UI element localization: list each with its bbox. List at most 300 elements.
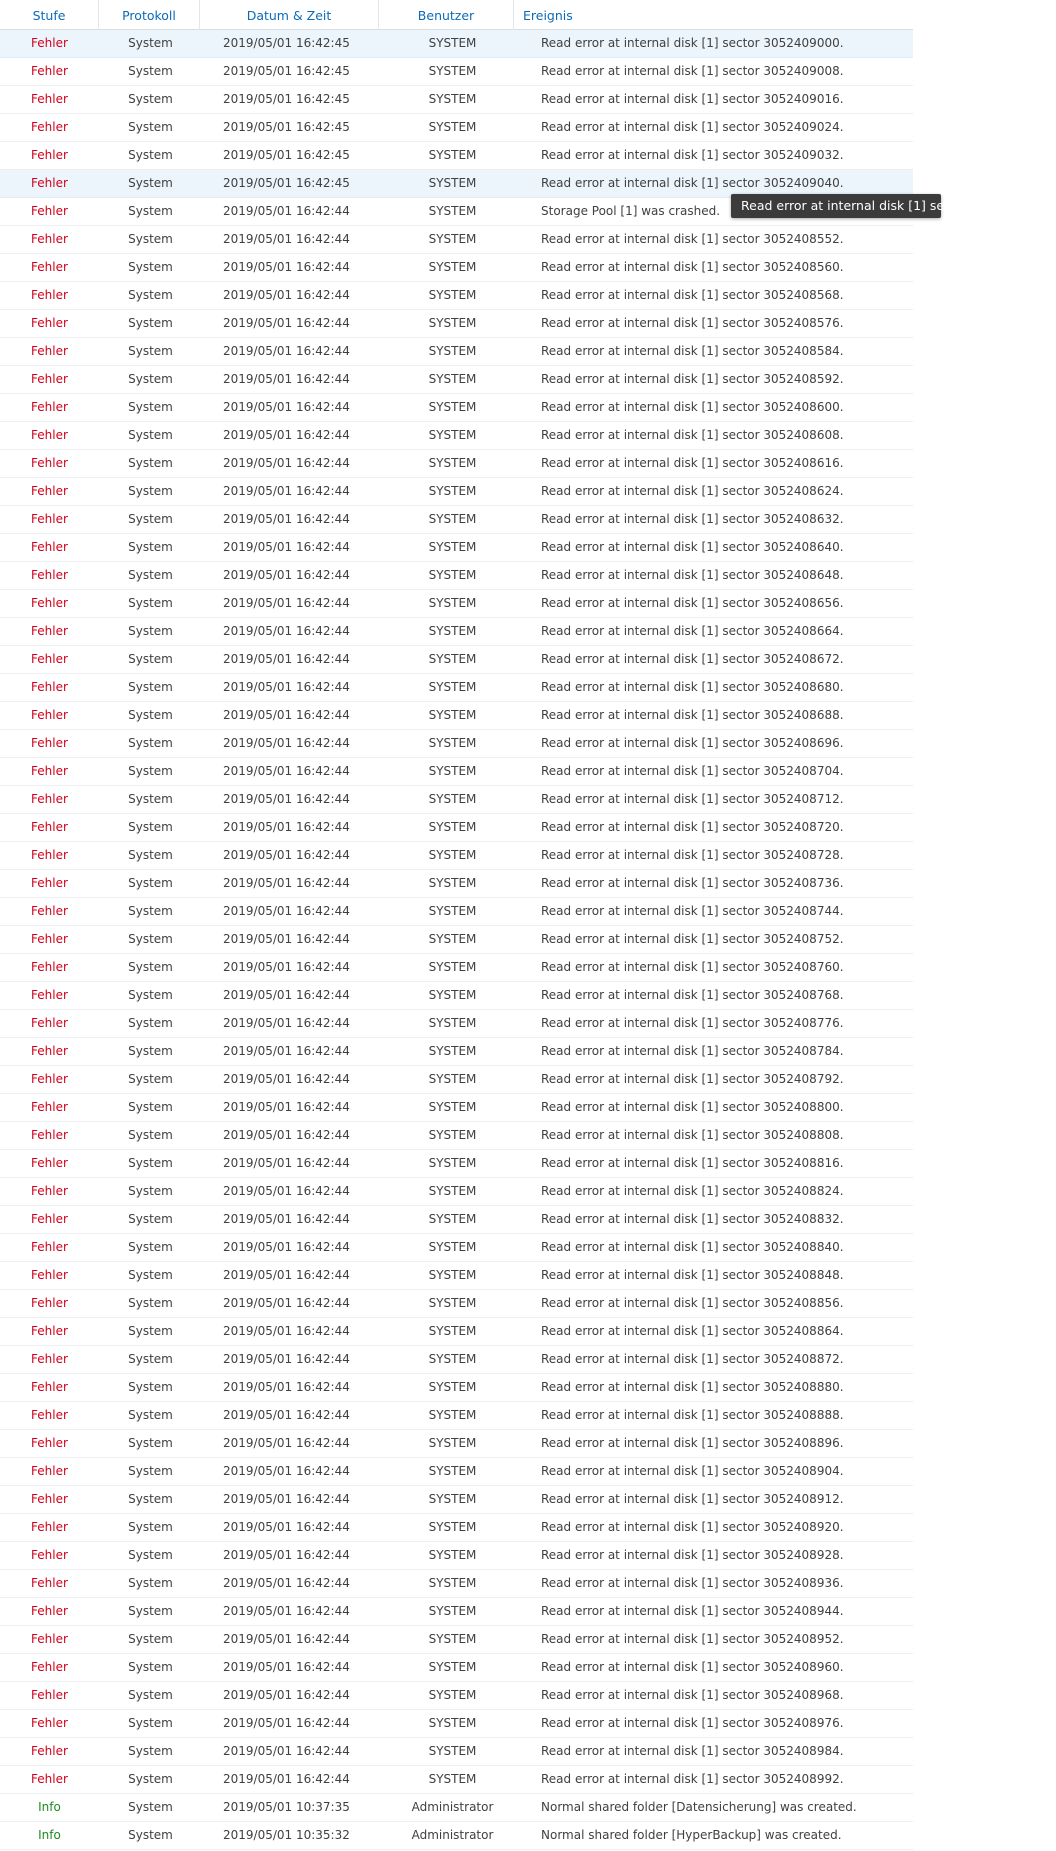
log-cell: System: [128, 568, 173, 582]
log-row[interactable]: [0, 814, 913, 842]
level-cell: Fehler: [31, 260, 68, 274]
log-cell: System: [128, 1436, 173, 1450]
datetime-cell: 2019/05/01 16:42:44: [223, 1100, 350, 1114]
log-row[interactable]: [0, 478, 913, 506]
datetime-cell: 2019/05/01 16:42:44: [223, 932, 350, 946]
level-cell: Fehler: [31, 1492, 68, 1506]
log-row[interactable]: [0, 646, 913, 674]
log-row[interactable]: [0, 1374, 913, 1402]
log-cell: System: [128, 1184, 173, 1198]
log-row[interactable]: [0, 1710, 913, 1738]
event-cell: Read error at internal disk [1] sector 3052408728.: [541, 848, 844, 862]
log-cell: System: [128, 1800, 173, 1814]
datetime-cell: 2019/05/01 16:42:44: [223, 428, 350, 442]
datetime-cell: 2019/05/01 16:42:44: [223, 596, 350, 610]
log-cell: System: [128, 512, 173, 526]
user-cell: SYSTEM: [428, 36, 477, 50]
user-cell: SYSTEM: [428, 512, 477, 526]
log-cell: System: [128, 1828, 173, 1842]
log-row[interactable]: [0, 142, 913, 170]
log-cell: System: [128, 792, 173, 806]
event-cell: Read error at internal disk [1] sector 3052408600.: [541, 400, 844, 414]
log-cell: System: [128, 260, 173, 274]
level-cell: Fehler: [31, 540, 68, 554]
event-cell: Read error at internal disk [1] sector 3052408688.: [541, 708, 844, 722]
event-cell: Read error at internal disk [1] sector 3052408808.: [541, 1128, 844, 1142]
event-cell: Read error at internal disk [1] sector 3052408864.: [541, 1324, 844, 1338]
datetime-cell: 2019/05/01 16:42:44: [223, 792, 350, 806]
datetime-cell: 2019/05/01 16:42:44: [223, 1604, 350, 1618]
event-cell: Read error at internal disk [1] sector 3052408744.: [541, 904, 844, 918]
level-cell: Fehler: [31, 1072, 68, 1086]
level-cell: Fehler: [31, 1352, 68, 1366]
user-cell: SYSTEM: [428, 876, 477, 890]
datetime-cell: 2019/05/01 16:42:44: [223, 1576, 350, 1590]
level-cell: Fehler: [31, 792, 68, 806]
datetime-cell: 2019/05/01 16:42:44: [223, 652, 350, 666]
level-cell: Fehler: [31, 1632, 68, 1646]
log-row[interactable]: [0, 590, 913, 618]
user-cell: SYSTEM: [428, 1380, 477, 1394]
log-row[interactable]: [0, 562, 913, 590]
event-cell: Read error at internal disk [1] sector 3052408648.: [541, 568, 844, 582]
log-row[interactable]: [0, 1038, 913, 1066]
log-row[interactable]: [0, 394, 913, 422]
log-row[interactable]: [0, 338, 913, 366]
log-cell: System: [128, 428, 173, 442]
log-row[interactable]: [0, 1290, 913, 1318]
level-cell: Fehler: [31, 876, 68, 890]
log-cell: System: [128, 316, 173, 330]
log-row[interactable]: [0, 1822, 913, 1850]
datetime-cell: 2019/05/01 10:35:32: [223, 1828, 350, 1842]
datetime-cell: 2019/05/01 16:42:44: [223, 1072, 350, 1086]
log-cell: System: [128, 372, 173, 386]
user-cell: SYSTEM: [428, 932, 477, 946]
log-cell: System: [128, 1492, 173, 1506]
datetime-cell: 2019/05/01 16:42:44: [223, 1464, 350, 1478]
log-cell: System: [128, 1604, 173, 1618]
user-cell: SYSTEM: [428, 1632, 477, 1646]
level-cell: Fehler: [31, 1436, 68, 1450]
level-cell: Fehler: [31, 624, 68, 638]
datetime-cell: 2019/05/01 16:42:44: [223, 1492, 350, 1506]
user-cell: SYSTEM: [428, 1072, 477, 1086]
datetime-cell: 2019/05/01 16:42:44: [223, 820, 350, 834]
user-cell: SYSTEM: [428, 1408, 477, 1422]
level-cell: Fehler: [31, 1660, 68, 1674]
level-cell: Fehler: [31, 932, 68, 946]
log-cell: System: [128, 1212, 173, 1226]
level-cell: Fehler: [31, 1688, 68, 1702]
log-row[interactable]: [0, 58, 913, 86]
user-cell: SYSTEM: [428, 1772, 477, 1786]
datetime-cell: 2019/05/01 16:42:44: [223, 1772, 350, 1786]
log-cell: System: [128, 1716, 173, 1730]
level-cell: Fehler: [31, 652, 68, 666]
user-cell: SYSTEM: [428, 596, 477, 610]
event-cell: Read error at internal disk [1] sector 3052408936.: [541, 1576, 844, 1590]
user-cell: SYSTEM: [428, 1576, 477, 1590]
log-cell: System: [128, 708, 173, 722]
log-row[interactable]: [0, 870, 913, 898]
event-cell: Read error at internal disk [1] sector 3052408992.: [541, 1772, 844, 1786]
log-row[interactable]: [0, 282, 913, 310]
event-cell: Read error at internal disk [1] sector 3052408568.: [541, 288, 844, 302]
log-cell: System: [128, 624, 173, 638]
log-row[interactable]: [0, 226, 913, 254]
event-cell: Read error at internal disk [1] sector 3052409016.: [541, 92, 844, 106]
column-header-user[interactable]: Benutzer: [379, 0, 514, 30]
datetime-cell: 2019/05/01 16:42:44: [223, 568, 350, 582]
log-row[interactable]: [0, 702, 913, 730]
datetime-cell: 2019/05/01 16:42:44: [223, 1520, 350, 1534]
user-cell: SYSTEM: [428, 316, 477, 330]
log-cell: System: [128, 680, 173, 694]
datetime-cell: 2019/05/01 16:42:44: [223, 1380, 350, 1394]
log-row[interactable]: [0, 366, 913, 394]
datetime-cell: 2019/05/01 16:42:44: [223, 316, 350, 330]
event-cell: Read error at internal disk [1] sector 3052408656.: [541, 596, 844, 610]
log-cell: System: [128, 1464, 173, 1478]
level-cell: Fehler: [31, 680, 68, 694]
level-cell: Fehler: [31, 1576, 68, 1590]
datetime-cell: 2019/05/01 16:42:44: [223, 1352, 350, 1366]
log-cell: System: [128, 1268, 173, 1282]
log-row[interactable]: [0, 1346, 913, 1374]
log-row[interactable]: [0, 1094, 913, 1122]
log-row[interactable]: [0, 674, 913, 702]
log-cell: System: [128, 848, 173, 862]
log-row[interactable]: [0, 450, 913, 478]
level-cell: Fehler: [31, 1716, 68, 1730]
user-cell: SYSTEM: [428, 1716, 477, 1730]
level-cell: Fehler: [31, 1324, 68, 1338]
datetime-cell: 2019/05/01 16:42:44: [223, 736, 350, 750]
log-row[interactable]: [0, 758, 913, 786]
log-cell: System: [128, 540, 173, 554]
user-cell: SYSTEM: [428, 1492, 477, 1506]
datetime-cell: 2019/05/01 16:42:44: [223, 624, 350, 638]
user-cell: SYSTEM: [428, 764, 477, 778]
level-cell: Fehler: [31, 148, 68, 162]
log-cell: System: [128, 596, 173, 610]
log-row[interactable]: [0, 1458, 913, 1486]
user-cell: SYSTEM: [428, 1268, 477, 1282]
level-cell: Fehler: [31, 1772, 68, 1786]
log-cell: System: [128, 1576, 173, 1590]
event-cell: Read error at internal disk [1] sector 3052408696.: [541, 736, 844, 750]
datetime-cell: 2019/05/01 16:42:44: [223, 1324, 350, 1338]
log-row[interactable]: [0, 982, 913, 1010]
log-row[interactable]: [0, 1318, 913, 1346]
log-row[interactable]: [0, 1626, 913, 1654]
level-cell: Fehler: [31, 960, 68, 974]
log-row[interactable]: [0, 1150, 913, 1178]
user-cell: Administrator: [411, 1828, 494, 1842]
log-cell: System: [128, 1128, 173, 1142]
user-cell: SYSTEM: [428, 960, 477, 974]
datetime-cell: 2019/05/01 16:42:44: [223, 372, 350, 386]
grid-header: [0, 0, 913, 30]
log-cell: System: [128, 1072, 173, 1086]
level-cell: Fehler: [31, 1240, 68, 1254]
level-cell: Fehler: [31, 484, 68, 498]
event-cell: Read error at internal disk [1] sector 3052408776.: [541, 1016, 844, 1030]
datetime-cell: 2019/05/01 10:37:35: [223, 1800, 350, 1814]
log-row[interactable]: [0, 842, 913, 870]
level-cell: Fehler: [31, 1212, 68, 1226]
log-row[interactable]: [0, 1794, 913, 1822]
log-row[interactable]: [0, 1122, 913, 1150]
log-cell: System: [128, 876, 173, 890]
level-cell: Info: [38, 1828, 61, 1842]
user-cell: Administrator: [411, 1800, 494, 1814]
column-header-event[interactable]: Ereignis: [523, 8, 573, 23]
log-row[interactable]: [0, 1010, 913, 1038]
log-row[interactable]: [0, 1514, 913, 1542]
datetime-cell: 2019/05/01 16:42:44: [223, 1660, 350, 1674]
log-row[interactable]: [0, 30, 913, 58]
event-cell: Read error at internal disk [1] sector 3052408664.: [541, 624, 844, 638]
log-cell: System: [128, 820, 173, 834]
log-row[interactable]: [0, 1682, 913, 1710]
log-cell: System: [128, 1240, 173, 1254]
level-cell: Fehler: [31, 1156, 68, 1170]
datetime-cell: 2019/05/01 16:42:45: [223, 36, 350, 50]
user-cell: SYSTEM: [428, 1184, 477, 1198]
level-cell: Fehler: [31, 568, 68, 582]
user-cell: SYSTEM: [428, 400, 477, 414]
event-cell: Read error at internal disk [1] sector 3052408792.: [541, 1072, 844, 1086]
log-row[interactable]: [0, 506, 913, 534]
log-row[interactable]: [0, 618, 913, 646]
log-row[interactable]: [0, 310, 913, 338]
event-cell: Read error at internal disk [1] sector 3052408800.: [541, 1100, 844, 1114]
event-cell: Read error at internal disk [1] sector 3052408752.: [541, 932, 844, 946]
log-cell: System: [128, 1156, 173, 1170]
column-header-datetime[interactable]: Datum & Zeit: [200, 0, 379, 30]
datetime-cell: 2019/05/01 16:42:44: [223, 344, 350, 358]
user-cell: SYSTEM: [428, 232, 477, 246]
datetime-cell: 2019/05/01 16:42:44: [223, 232, 350, 246]
log-row[interactable]: [0, 422, 913, 450]
log-row[interactable]: [0, 1598, 913, 1626]
log-cell: System: [128, 960, 173, 974]
log-row[interactable]: [0, 1542, 913, 1570]
event-cell: Read error at internal disk [1] sector 3052408824.: [541, 1184, 844, 1198]
level-cell: Fehler: [31, 596, 68, 610]
level-cell: Fehler: [31, 400, 68, 414]
level-cell: Fehler: [31, 1380, 68, 1394]
datetime-cell: 2019/05/01 16:42:44: [223, 764, 350, 778]
datetime-cell: 2019/05/01 16:42:44: [223, 1436, 350, 1450]
level-cell: Fehler: [31, 288, 68, 302]
user-cell: SYSTEM: [428, 848, 477, 862]
event-cell: Read error at internal disk [1] sector 3052408560.: [541, 260, 844, 274]
level-cell: Fehler: [31, 1044, 68, 1058]
user-cell: SYSTEM: [428, 1212, 477, 1226]
log-cell: System: [128, 932, 173, 946]
user-cell: SYSTEM: [428, 652, 477, 666]
user-cell: SYSTEM: [428, 1156, 477, 1170]
user-cell: SYSTEM: [428, 1016, 477, 1030]
level-cell: Fehler: [31, 120, 68, 134]
event-cell: Normal shared folder [HyperBackup] was created.: [541, 1828, 842, 1842]
user-cell: SYSTEM: [428, 64, 477, 78]
datetime-cell: 2019/05/01 16:42:44: [223, 540, 350, 554]
datetime-cell: 2019/05/01 16:42:44: [223, 260, 350, 274]
log-row[interactable]: [0, 534, 913, 562]
event-cell: Read error at internal disk [1] sector 3052408768.: [541, 988, 844, 1002]
datetime-cell: 2019/05/01 16:42:44: [223, 876, 350, 890]
level-cell: Fehler: [31, 1268, 68, 1282]
column-header-level[interactable]: Stufe: [0, 0, 99, 30]
log-cell: System: [128, 1352, 173, 1366]
log-cell: System: [128, 736, 173, 750]
log-row[interactable]: [0, 1234, 913, 1262]
log-cell: System: [128, 1296, 173, 1310]
event-cell: Read error at internal disk [1] sector 3052409032.: [541, 148, 844, 162]
log-row[interactable]: [0, 254, 913, 282]
user-cell: SYSTEM: [428, 1520, 477, 1534]
datetime-cell: 2019/05/01 16:42:44: [223, 708, 350, 722]
level-cell: Fehler: [31, 64, 68, 78]
level-cell: Fehler: [31, 1548, 68, 1562]
event-cell: Read error at internal disk [1] sector 3052408856.: [541, 1296, 844, 1310]
datetime-cell: 2019/05/01 16:42:44: [223, 1716, 350, 1730]
log-cell: System: [128, 1688, 173, 1702]
level-cell: Fehler: [31, 820, 68, 834]
user-cell: SYSTEM: [428, 344, 477, 358]
level-cell: Fehler: [31, 428, 68, 442]
event-cell: Read error at internal disk [1] sector 3052409024.: [541, 120, 844, 134]
datetime-cell: 2019/05/01 16:42:44: [223, 1268, 350, 1282]
datetime-cell: 2019/05/01 16:42:44: [223, 848, 350, 862]
level-cell: Fehler: [31, 1184, 68, 1198]
datetime-cell: 2019/05/01 16:42:44: [223, 960, 350, 974]
event-cell: Read error at internal disk [1] sector 3052409000.: [541, 36, 844, 50]
event-tooltip: Read error at internal disk [1] sector 3052409040.: [731, 194, 941, 218]
level-cell: Info: [38, 1800, 61, 1814]
event-cell: Read error at internal disk [1] sector 3052408784.: [541, 1044, 844, 1058]
log-cell: System: [128, 92, 173, 106]
log-row[interactable]: [0, 1738, 913, 1766]
datetime-cell: 2019/05/01 16:42:44: [223, 400, 350, 414]
log-row[interactable]: [0, 926, 913, 954]
event-cell: Read error at internal disk [1] sector 3052408704.: [541, 764, 844, 778]
user-cell: SYSTEM: [428, 148, 477, 162]
event-cell: Read error at internal disk [1] sector 3052408984.: [541, 1744, 844, 1758]
datetime-cell: 2019/05/01 16:42:45: [223, 92, 350, 106]
user-cell: SYSTEM: [428, 1660, 477, 1674]
log-row[interactable]: [0, 730, 913, 758]
log-row[interactable]: [0, 1486, 913, 1514]
log-cell: System: [128, 64, 173, 78]
event-cell: Read error at internal disk [1] sector 3052408760.: [541, 960, 844, 974]
log-cell: System: [128, 148, 173, 162]
column-header-log[interactable]: Protokoll: [99, 0, 200, 30]
user-cell: SYSTEM: [428, 1128, 477, 1142]
event-cell: Read error at internal disk [1] sector 3052408952.: [541, 1632, 844, 1646]
level-cell: Fehler: [31, 36, 68, 50]
level-cell: Fehler: [31, 512, 68, 526]
event-cell: Read error at internal disk [1] sector 3052408920.: [541, 1520, 844, 1534]
event-cell: Read error at internal disk [1] sector 3052408960.: [541, 1660, 844, 1674]
log-cell: System: [128, 1660, 173, 1674]
datetime-cell: 2019/05/01 16:42:44: [223, 1688, 350, 1702]
log-row[interactable]: [0, 1654, 913, 1682]
user-cell: SYSTEM: [428, 456, 477, 470]
datetime-cell: 2019/05/01 16:42:44: [223, 1240, 350, 1254]
log-row[interactable]: [0, 1262, 913, 1290]
level-cell: Fehler: [31, 1604, 68, 1618]
log-cell: System: [128, 120, 173, 134]
user-cell: SYSTEM: [428, 1352, 477, 1366]
event-cell: Read error at internal disk [1] sector 3052408680.: [541, 680, 844, 694]
log-row[interactable]: [0, 1402, 913, 1430]
level-cell: Fehler: [31, 176, 68, 190]
datetime-cell: 2019/05/01 16:42:44: [223, 512, 350, 526]
user-cell: SYSTEM: [428, 904, 477, 918]
log-cell: System: [128, 1380, 173, 1394]
event-cell: Read error at internal disk [1] sector 3052408816.: [541, 1156, 844, 1170]
log-cell: System: [128, 1324, 173, 1338]
log-row[interactable]: [0, 1570, 913, 1598]
level-cell: Fehler: [31, 1128, 68, 1142]
datetime-cell: 2019/05/01 16:42:44: [223, 1212, 350, 1226]
level-cell: Fehler: [31, 1296, 68, 1310]
log-row[interactable]: [0, 898, 913, 926]
user-cell: SYSTEM: [428, 176, 477, 190]
event-cell: Read error at internal disk [1] sector 3052408632.: [541, 512, 844, 526]
log-row[interactable]: [0, 1178, 913, 1206]
log-row[interactable]: [0, 786, 913, 814]
level-cell: Fehler: [31, 904, 68, 918]
log-row[interactable]: [0, 954, 913, 982]
datetime-cell: 2019/05/01 16:42:44: [223, 680, 350, 694]
user-cell: SYSTEM: [428, 568, 477, 582]
log-row[interactable]: [0, 1206, 913, 1234]
log-cell: System: [128, 904, 173, 918]
level-cell: Fehler: [31, 708, 68, 722]
event-cell: Read error at internal disk [1] sector 3052408840.: [541, 1240, 844, 1254]
datetime-cell: 2019/05/01 16:42:44: [223, 904, 350, 918]
datetime-cell: 2019/05/01 16:42:44: [223, 1156, 350, 1170]
level-cell: Fehler: [31, 988, 68, 1002]
datetime-cell: 2019/05/01 16:42:44: [223, 1744, 350, 1758]
level-cell: Fehler: [31, 316, 68, 330]
user-cell: SYSTEM: [428, 428, 477, 442]
log-row[interactable]: [0, 1066, 913, 1094]
event-cell: Read error at internal disk [1] sector 3052408888.: [541, 1408, 844, 1422]
user-cell: SYSTEM: [428, 120, 477, 134]
datetime-cell: 2019/05/01 16:42:45: [223, 64, 350, 78]
datetime-cell: 2019/05/01 16:42:44: [223, 1044, 350, 1058]
log-cell: System: [128, 1100, 173, 1114]
event-cell: Read error at internal disk [1] sector 3052408912.: [541, 1492, 844, 1506]
event-cell: Read error at internal disk [1] sector 3052408848.: [541, 1268, 844, 1282]
user-cell: SYSTEM: [428, 1324, 477, 1338]
log-row[interactable]: [0, 86, 913, 114]
event-cell: Read error at internal disk [1] sector 3052409008.: [541, 64, 844, 78]
log-row[interactable]: [0, 114, 913, 142]
level-cell: Fehler: [31, 736, 68, 750]
event-cell: Read error at internal disk [1] sector 3052408608.: [541, 428, 844, 442]
log-cell: System: [128, 176, 173, 190]
log-row[interactable]: [0, 1430, 913, 1458]
log-row[interactable]: [0, 1766, 913, 1794]
